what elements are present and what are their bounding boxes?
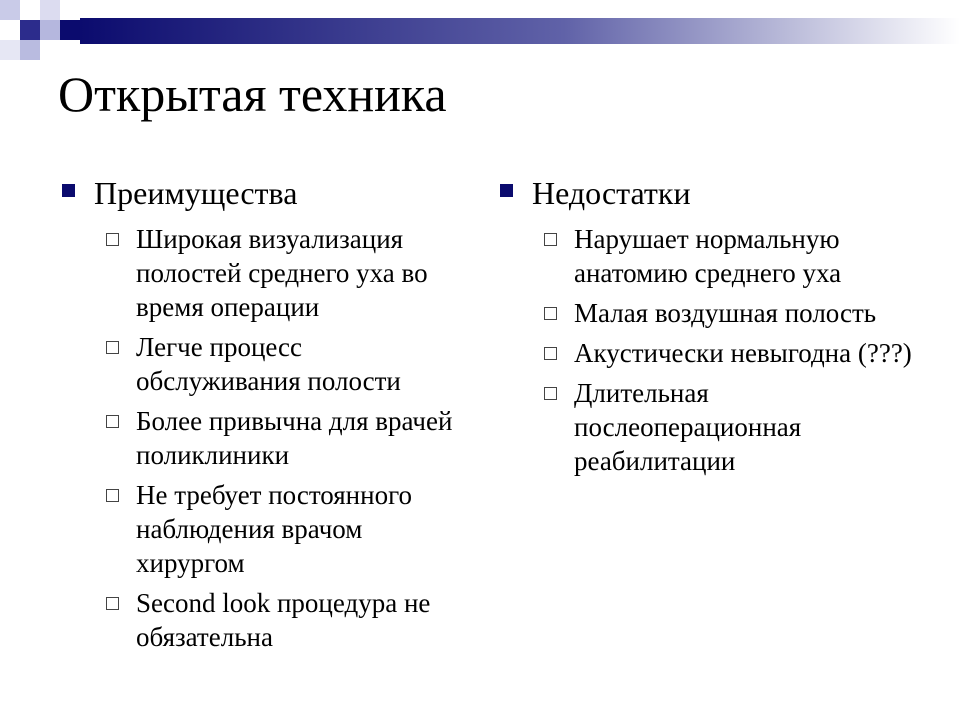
list-item-text: Широкая визуализация полостей среднего уха во время операции: [136, 224, 428, 322]
list-item-text: Легче процесс обслуживания полости: [136, 332, 401, 396]
list-item: [498, 222, 938, 290]
list-item-text: Не требует постоянного наблюдения врачом хирургом: [136, 480, 412, 578]
hollow-square-bullet-icon: [106, 233, 119, 246]
hollow-square-bullet-icon: [106, 489, 119, 502]
hollow-square-bullet-icon: [544, 347, 557, 360]
list-item-text: Малая воздушная полость: [574, 298, 877, 328]
hollow-square-bullet-icon: [106, 415, 119, 428]
square-bullet-icon: [500, 184, 513, 197]
list-item: [60, 330, 470, 398]
advantages-column: [60, 170, 470, 660]
hollow-square-bullet-icon: [106, 341, 119, 354]
disadvantages-heading-text: Недостатки: [532, 175, 691, 211]
list-item: [498, 296, 938, 330]
list-item: [60, 478, 470, 580]
list-item: [498, 336, 938, 370]
hollow-square-bullet-icon: [544, 233, 557, 246]
hollow-square-bullet-icon: [106, 597, 119, 610]
list-item-text: Second look процедура не обязательна: [136, 588, 431, 652]
square-bullet-icon: [62, 184, 75, 197]
header-decoration-squares: [0, 0, 80, 60]
list-item-text: Нарушает нормальную анатомию среднего уха: [574, 224, 842, 288]
list-item: [60, 404, 470, 472]
list-item-text: Акустически невыгодна (???): [574, 338, 912, 368]
header-decoration-line: [80, 18, 960, 44]
advantages-heading: [60, 170, 470, 216]
slide-title: Открытая техника: [58, 66, 447, 122]
hollow-square-bullet-icon: [544, 387, 557, 400]
disadvantages-heading: [498, 170, 938, 216]
advantages-heading-text: Преимущества: [94, 175, 298, 211]
hollow-square-bullet-icon: [544, 307, 557, 320]
list-item: [498, 376, 938, 478]
list-item: [60, 222, 470, 324]
disadvantages-list: [498, 222, 938, 478]
list-item-text: Длительная послеоперационная реабилитации: [574, 378, 802, 476]
list-item: [60, 586, 470, 654]
list-item-text: Более привычна для врачей поликлиники: [136, 406, 453, 470]
advantages-list: [60, 222, 470, 654]
disadvantages-column: [498, 170, 938, 484]
